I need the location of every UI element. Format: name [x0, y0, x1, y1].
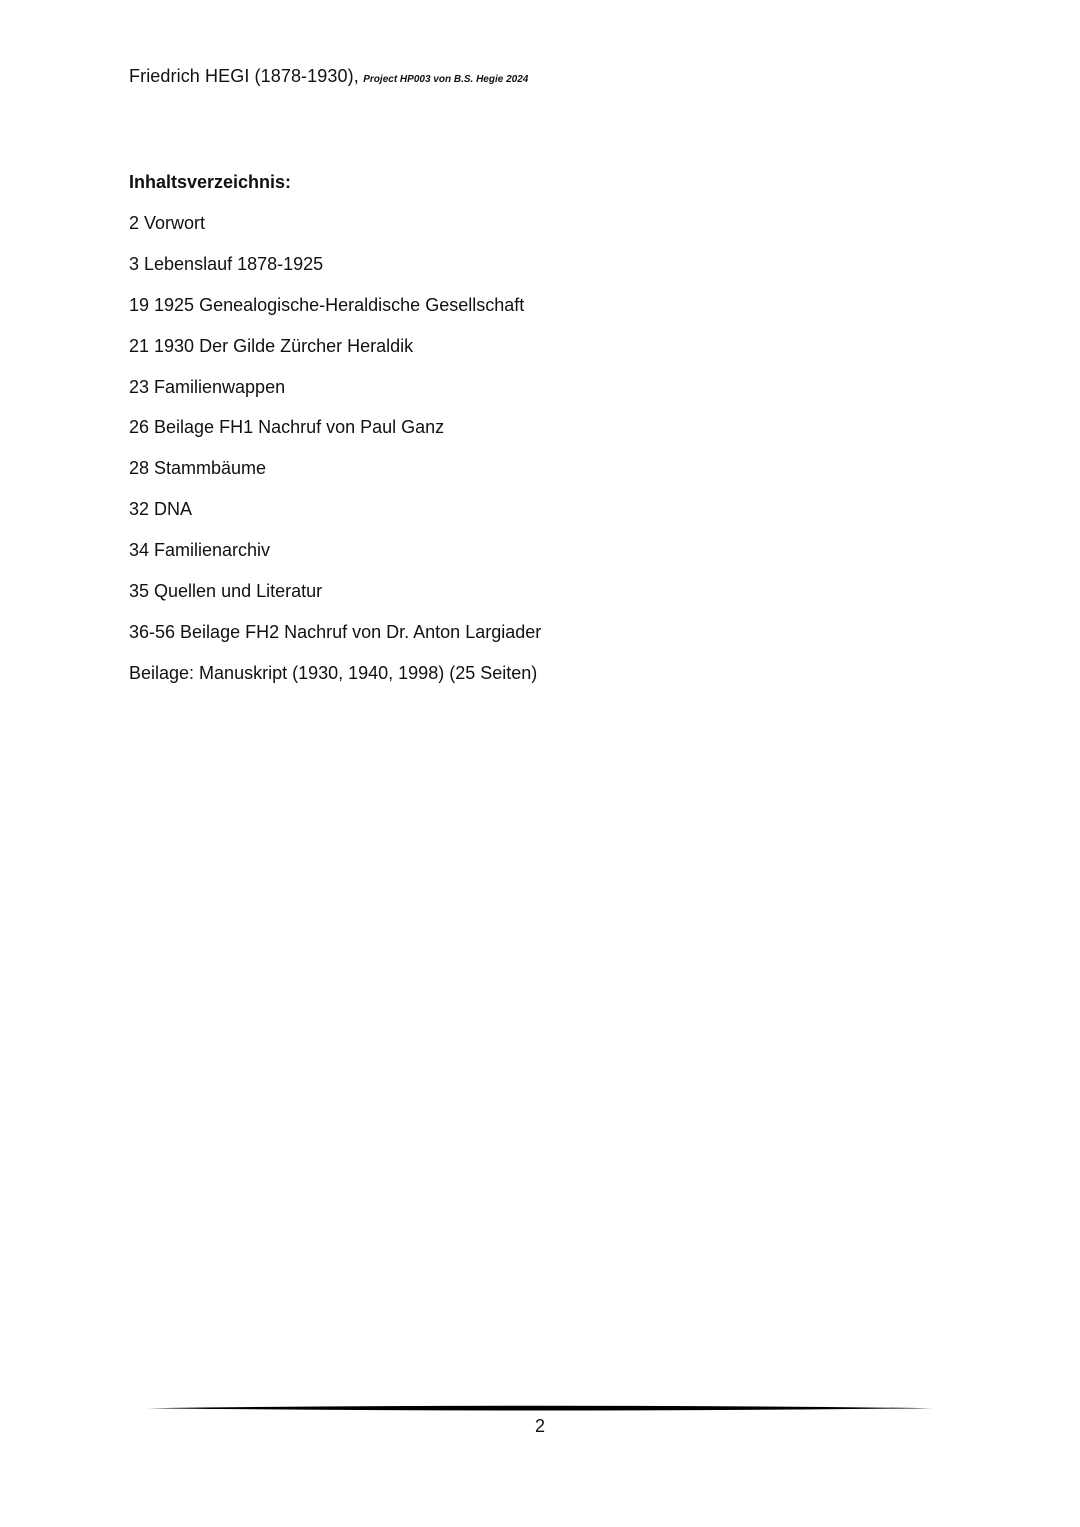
header-subtitle: Project HP003 von B.S. Hegie 2024: [363, 74, 529, 85]
toc-entry: 26 Beilage FH1 Nachruf von Paul Ganz: [129, 417, 445, 438]
toc-entry: 32 DNA: [129, 499, 193, 520]
table-of-contents: [129, 172, 541, 704]
toc-entry: Beilage: Manuskript (1930, 1940, 1998) (25 Seiten): [129, 662, 538, 683]
page-header: [129, 66, 528, 87]
toc-entry: 21 1930 Der Gilde Zürcher Heraldik: [129, 335, 414, 356]
footer-divider: [148, 1401, 932, 1415]
page-number: 2: [534, 1416, 545, 1436]
toc-heading: Inhaltsverzeichnis:: [129, 172, 292, 192]
toc-entry: 2 Vorwort: [129, 213, 206, 233]
header-title: Friedrich HEGI (1878-1930),: [129, 66, 359, 86]
toc-entry: 28 Stammbäume: [129, 458, 267, 479]
toc-entry: 35 Quellen und Literatur: [129, 581, 323, 602]
toc-entry: 19 1925 Genealogische-Heraldische Gesellschaft: [129, 294, 525, 315]
toc-entry: 36-56 Beilage FH2 Nachruf von Dr. Anton Largiader: [129, 621, 542, 642]
toc-entry: 23 Familienwappen: [129, 376, 286, 397]
toc-entry: 3 Lebenslauf 1878-1925: [129, 253, 324, 274]
toc-entry: 34 Familienarchiv: [129, 540, 271, 561]
toc-list: [129, 213, 541, 704]
